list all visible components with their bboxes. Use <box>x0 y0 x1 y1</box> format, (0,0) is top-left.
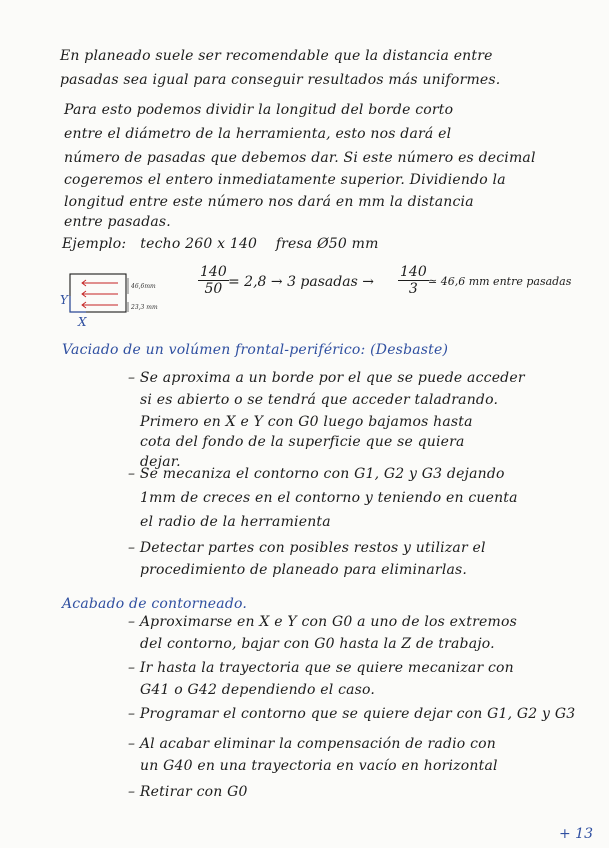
fraction1-denominator: 50 <box>204 281 223 297</box>
paragraph1-line-1: En planeado suele ser recomendable que la distancia entre <box>60 48 493 64</box>
s2-b3-line-1: – Programar el contorno que se quiere dejar con G1, G2 y G3 <box>128 706 576 722</box>
fraction1-numerator: 140 <box>200 264 227 280</box>
planing-diagram <box>56 266 176 328</box>
s2-b5-line-1: – Retirar con G0 <box>128 784 248 800</box>
fraction2-numerator: 140 <box>400 264 427 280</box>
s2-b2-line-2: G41 o G42 dependiendo el caso. <box>140 682 376 698</box>
s1-b1-line-2: si es abierto o se tendrá que acceder taladrando. <box>140 392 499 408</box>
section2-heading: Acabado de contorneado. <box>62 596 248 612</box>
example-label: Ejemplo: <box>62 236 127 252</box>
page-number: + 13 <box>559 826 593 842</box>
s1-b2-line-2: 1mm de creces en el contorno y teniendo en cuenta <box>140 490 518 506</box>
s1-b3-line-1: – Detectar partes con posibles restos y utilizar el <box>128 540 486 556</box>
calc-result-2: ≃ 46,6 mm entre pasadas <box>428 275 572 288</box>
diagram-dim-23: 23,3 mm <box>131 304 158 311</box>
calc-result-1: = 2,8 → 3 pasadas → <box>228 274 374 290</box>
paragraph2-line-5: longitud entre este número nos dará en mm la distancia <box>64 194 474 210</box>
s2-b1-line-2: del contorno, bajar con G0 hasta la Z de trabajo. <box>140 636 495 652</box>
fraction-140-50 <box>198 264 229 297</box>
s1-b1-line-5: dejar. <box>140 454 181 470</box>
s1-b2-line-3: el radio de la herramienta <box>140 514 331 530</box>
paragraph2-line-2: entre el diámetro de la herramienta, esto nos dará el <box>64 126 452 142</box>
s2-b1-line-1: – Aproximarse en X e Y con G0 a uno de los extremos <box>128 614 517 630</box>
fraction-140-3 <box>398 264 429 297</box>
s1-b1-line-3: Primero en X e Y con G0 luego bajamos hasta <box>140 414 473 430</box>
s2-b4-line-1: – Al acabar eliminar la compensación de radio con <box>128 736 496 752</box>
pass-arrows <box>82 280 118 308</box>
paragraph2-line-3: número de pasadas que debemos dar. Si este número es decimal <box>64 150 536 166</box>
paragraph2-line-4: cogeremos el entero inmediatamente superior. Dividiendo la <box>64 172 506 188</box>
diagram-dim-46: 46,6mm <box>131 283 156 290</box>
paragraph1-line-2: pasadas sea igual para conseguir resultados más uniformes. <box>60 72 501 88</box>
fraction2-denominator: 3 <box>408 281 418 297</box>
s1-b1-line-4: cota del fondo de la superficie que se quiera <box>140 434 465 450</box>
example-tool: fresa Ø50 mm <box>275 236 379 252</box>
section1-heading: Vaciado de un volúmen frontal-periférico: (Desbaste) <box>62 342 449 358</box>
paragraph2-line-6: entre pasadas. <box>64 214 171 230</box>
s1-b3-line-2: procedimiento de planeado para eliminarlas. <box>140 562 468 578</box>
paragraph2-line-1: Para esto podemos dividir la longitud del borde corto <box>64 102 454 118</box>
example-text: techo 260 x 140 <box>140 236 258 252</box>
s1-b2-line-1: – Se mecaniza el contorno con G1, G2 y G3 dejando <box>128 466 505 482</box>
axis-x-label: X <box>78 315 87 329</box>
axis-y-label: Y <box>60 293 68 307</box>
example-line <box>62 234 379 254</box>
s2-b2-line-1: – Ir hasta la trayectoria que se quiere mecanizar con <box>128 660 514 676</box>
s2-b4-line-2: un G40 en una trayectoria en vacío en horizontal <box>140 758 498 774</box>
s1-b1-line-1: – Se aproxima a un borde por el que se puede acceder <box>128 370 525 386</box>
